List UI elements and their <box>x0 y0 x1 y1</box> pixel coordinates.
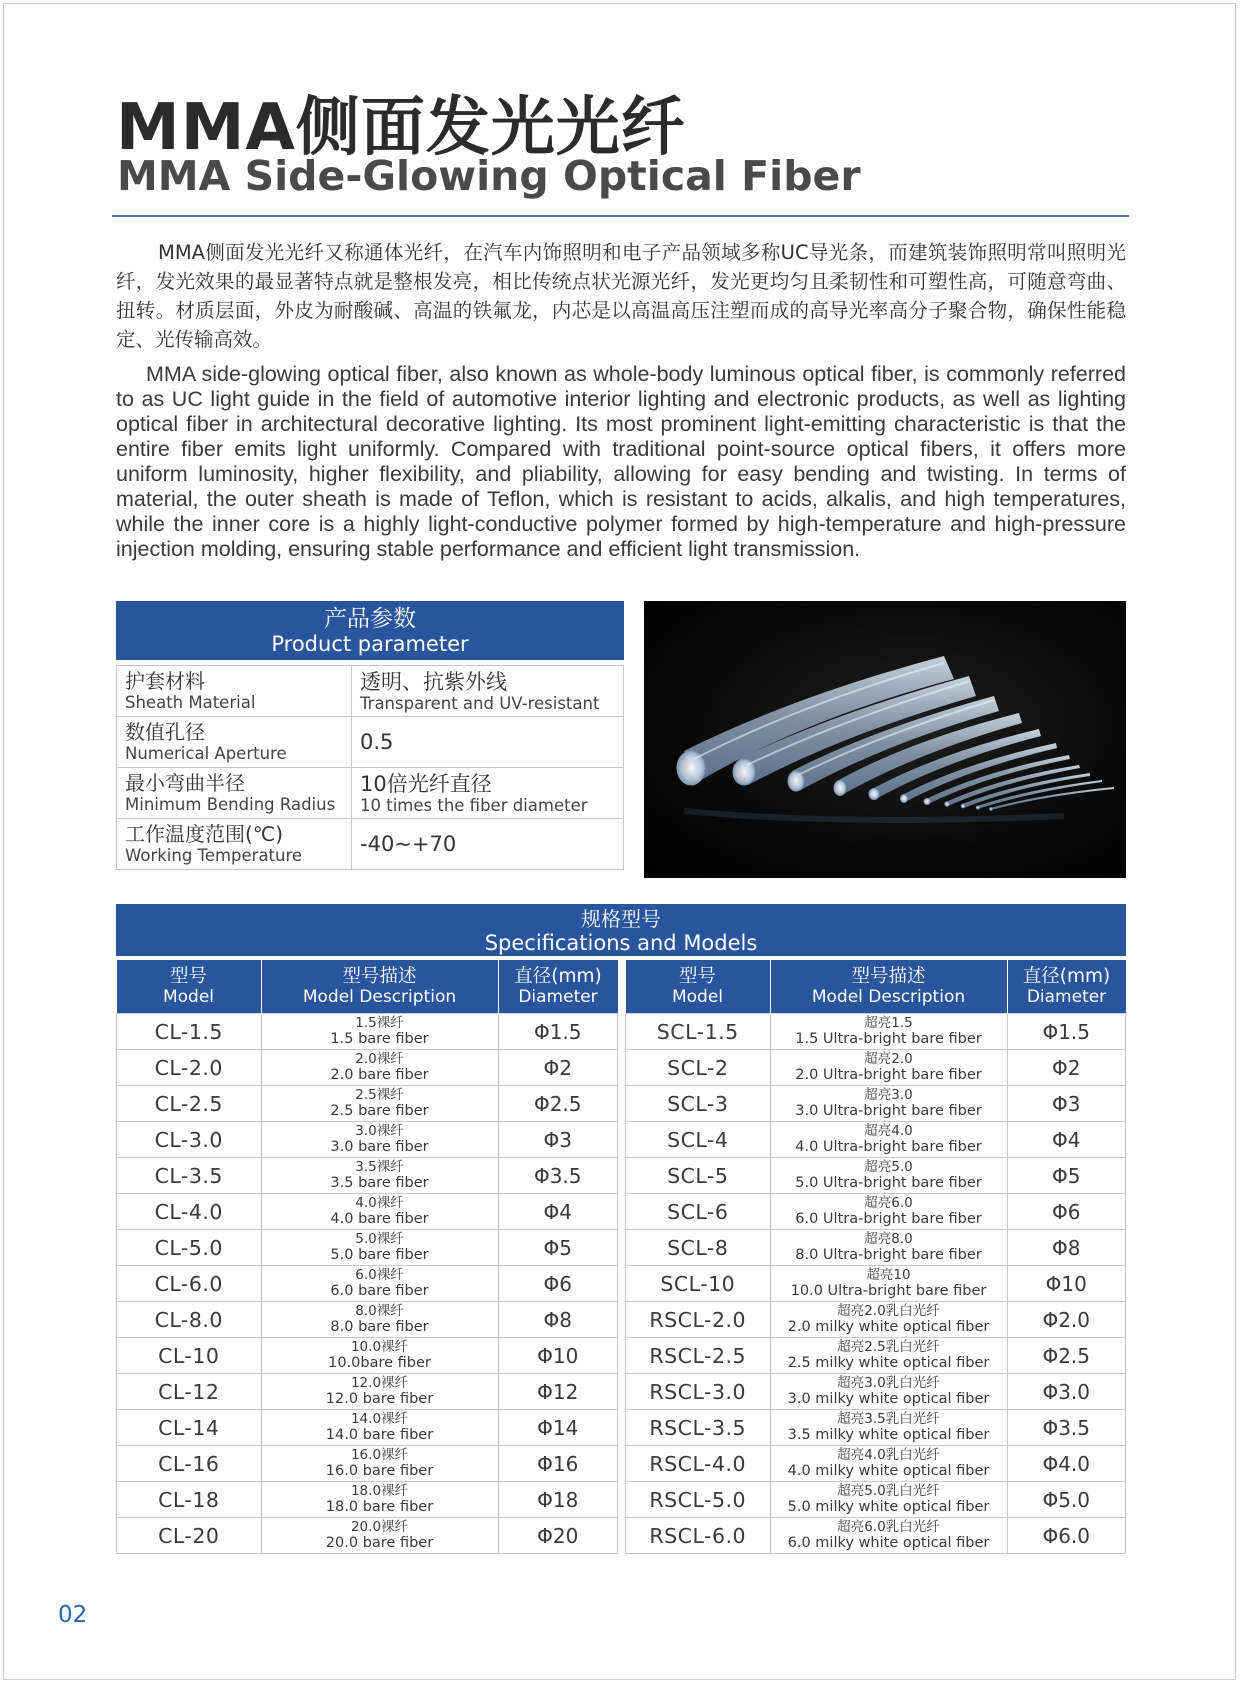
description-cell <box>770 1014 1007 1050</box>
param-key-en: Sheath Material <box>125 693 256 712</box>
table-row <box>117 1338 618 1374</box>
description-en: 10.0bare fiber <box>328 1355 431 1371</box>
spec-header-row <box>626 960 1126 1014</box>
model-cell: CL-12 <box>117 1374 262 1410</box>
description-en: 12.0 bare fiber <box>325 1391 434 1407</box>
description-en: 4.0 bare fiber <box>330 1211 429 1227</box>
model-cell: CL-8.0 <box>117 1302 262 1338</box>
description-en: 2.0 Ultra-bright bare fiber <box>795 1067 982 1083</box>
description-en: 8.0 Ultra-bright bare fiber <box>795 1247 982 1263</box>
description-cell <box>770 1230 1007 1266</box>
page-number: 02 <box>58 1602 88 1628</box>
model-cell: CL-10 <box>117 1338 262 1374</box>
description-cell <box>770 1338 1007 1374</box>
description-cn: 超亮8.0 <box>864 1231 913 1247</box>
description-en: 3.5 bare fiber <box>330 1175 429 1191</box>
param-value-en: Transparent and UV-resistant <box>360 693 600 713</box>
col-header-en: Model <box>671 987 724 1007</box>
title-divider <box>112 215 1129 217</box>
table-row <box>117 1266 618 1302</box>
param-key-cn: 最小弯曲半径 <box>125 771 245 795</box>
col-header-cn: 型号 <box>678 966 716 987</box>
description-cell <box>261 1050 498 1086</box>
description-en: 1.5 Ultra-bright bare fiber <box>795 1031 982 1047</box>
product-parameter-header <box>116 601 624 660</box>
description-en: 3.5 milky white optical fiber <box>787 1427 990 1443</box>
description-en: 5.0 bare fiber <box>330 1247 429 1263</box>
model-cell: CL-2.5 <box>117 1086 262 1122</box>
model-cell: SCL-5 <box>626 1158 771 1194</box>
table-row <box>626 1230 1126 1266</box>
diameter-cell: Φ10 <box>1007 1266 1126 1302</box>
diameter-cell: Φ3.5 <box>1007 1410 1126 1446</box>
description-cell <box>261 1194 498 1230</box>
table-row <box>626 1374 1126 1410</box>
description-cn: 1.5裸纤 <box>355 1015 404 1031</box>
description-cn: 超亮10 <box>866 1267 911 1283</box>
table-row <box>117 1014 618 1050</box>
diameter-cell: Φ5 <box>498 1230 618 1266</box>
description-cn: 超亮3.0乳白光纤 <box>837 1375 940 1391</box>
col-header-description <box>261 960 498 1014</box>
param-value <box>352 768 624 819</box>
model-cell: SCL-1.5 <box>626 1014 771 1050</box>
description-cell <box>770 1518 1007 1554</box>
col-header-cn: 型号描述 <box>851 966 926 987</box>
description-en: 2.5 milky white optical fiber <box>787 1355 990 1371</box>
col-header-cn: 型号 <box>169 966 207 987</box>
diameter-cell: Φ6 <box>498 1266 618 1302</box>
description-cell <box>261 1302 498 1338</box>
param-key <box>117 666 352 717</box>
model-cell: RSCL-3.0 <box>626 1374 771 1410</box>
description-cn: 超亮5.0乳白光纤 <box>837 1483 940 1499</box>
table-row <box>626 1410 1126 1446</box>
diameter-cell: Φ16 <box>498 1446 618 1482</box>
diameter-cell: Φ1.5 <box>1007 1014 1126 1050</box>
col-header-model <box>626 960 771 1014</box>
description-cn: 12.0裸纤 <box>350 1375 409 1391</box>
diameter-cell: Φ2 <box>1007 1050 1126 1086</box>
diameter-cell: Φ2.0 <box>1007 1302 1126 1338</box>
description-en: 6.0 bare fiber <box>330 1283 429 1299</box>
model-cell: CL-6.0 <box>117 1266 262 1302</box>
description-cn: 超亮6.0 <box>864 1195 913 1211</box>
diameter-cell: Φ20 <box>498 1518 618 1554</box>
param-value-en: 10 times the fiber diameter <box>360 795 588 815</box>
model-cell: SCL-4 <box>626 1122 771 1158</box>
model-cell: CL-3.5 <box>117 1158 262 1194</box>
param-key <box>117 768 352 819</box>
model-cell: CL-2.0 <box>117 1050 262 1086</box>
specifications-title-cn: 规格型号 <box>581 907 661 931</box>
description-en: 18.0 bare fiber <box>325 1499 434 1515</box>
table-row <box>117 1446 618 1482</box>
model-cell: RSCL-6.0 <box>626 1518 771 1554</box>
specifications-table-right <box>625 960 1126 1554</box>
intro-paragraph-en: MMA side-glowing optical fiber, also known as whole-body luminous optical fiber, is commonly referred to as UC light guide in the field of automotive interior lighting and electronic products, as well as lighting optical fiber in architectural decorative lighting. Its most prominent light-emitting characteristic is that the entire fiber emits light uniformly. Compared with traditional point-source optical fibers, it offers more uniform luminosity, higher flexibility, and pliability, allowing for easy bending and twisting. In terms of material, the outer sheath is made of Teflon, which is resistant to acids, alkalis, and high temperatures, while the inner core is a highly light-conductive polymer formed by high-temperature and high-pressure injection molding, ensuring stable performance and efficient light transmission. <box>116 362 1126 561</box>
param-row-aperture <box>117 717 624 768</box>
col-header-en: Model Description <box>302 987 457 1007</box>
description-cell <box>261 1086 498 1122</box>
diameter-cell: Φ1.5 <box>498 1014 618 1050</box>
description-en: 6.0 Ultra-bright bare fiber <box>795 1211 982 1227</box>
description-en: 6.0 milky white optical fiber <box>787 1535 990 1551</box>
table-row <box>626 1086 1126 1122</box>
model-cell: SCL-3 <box>626 1086 771 1122</box>
param-row-bending <box>117 768 624 819</box>
description-en: 3.0 milky white optical fiber <box>787 1391 990 1407</box>
model-cell: SCL-6 <box>626 1194 771 1230</box>
diameter-cell: Φ4.0 <box>1007 1446 1126 1482</box>
diameter-cell: Φ3.0 <box>1007 1374 1126 1410</box>
description-cell <box>770 1446 1007 1482</box>
description-cell <box>261 1482 498 1518</box>
description-cn: 2.0裸纤 <box>355 1051 404 1067</box>
description-cell <box>261 1158 498 1194</box>
diameter-cell: Φ8 <box>1007 1230 1126 1266</box>
description-cn: 超亮2.0乳白光纤 <box>837 1303 940 1319</box>
table-row <box>626 1338 1126 1374</box>
model-cell: RSCL-2.5 <box>626 1338 771 1374</box>
description-cn: 超亮3.0 <box>864 1087 913 1103</box>
optical-fiber-rods-image <box>644 601 1126 878</box>
table-row <box>117 1194 618 1230</box>
page-title-en: MMA Side-Glowing Optical Fiber <box>117 152 861 200</box>
diameter-cell: Φ4 <box>1007 1122 1126 1158</box>
description-en: 3.0 Ultra-bright bare fiber <box>795 1103 982 1119</box>
model-cell: CL-5.0 <box>117 1230 262 1266</box>
table-row <box>626 1158 1126 1194</box>
description-cn: 超亮6.0乳白光纤 <box>837 1519 940 1535</box>
description-en: 5.0 milky white optical fiber <box>787 1499 990 1515</box>
description-cn: 超亮1.5 <box>864 1015 913 1031</box>
table-row <box>117 1158 618 1194</box>
diameter-cell: Φ6.0 <box>1007 1518 1126 1554</box>
model-cell: CL-14 <box>117 1410 262 1446</box>
description-cell <box>770 1086 1007 1122</box>
description-en: 2.5 bare fiber <box>330 1103 429 1119</box>
diameter-cell: Φ5 <box>1007 1158 1126 1194</box>
description-cell <box>770 1194 1007 1230</box>
description-cell <box>770 1302 1007 1338</box>
model-cell: SCL-8 <box>626 1230 771 1266</box>
description-cell <box>770 1266 1007 1302</box>
specifications-title-en: Specifications and Models <box>484 931 758 955</box>
col-header-en: Diameter <box>1026 987 1107 1007</box>
param-key-en: Numerical Aperture <box>125 744 287 763</box>
model-cell: CL-1.5 <box>117 1014 262 1050</box>
param-key <box>117 717 352 768</box>
param-value <box>352 717 624 768</box>
table-row <box>117 1518 618 1554</box>
model-cell: CL-3.0 <box>117 1122 262 1158</box>
model-cell: CL-4.0 <box>117 1194 262 1230</box>
table-row <box>626 1014 1126 1050</box>
fiber-product-photo <box>644 601 1126 878</box>
param-key-cn: 护套材料 <box>125 669 205 693</box>
col-header-diameter <box>1007 960 1126 1014</box>
intro-paragraph-cn: MMA侧面发光光纤又称通体光纤，在汽车内饰照明和电子产品领域多称UC导光条，而建筑装饰照明常叫照明光纤，发光效果的最显著特点就是整根发亮，相比传统点状光源光纤，发光更均匀且柔韧性和可塑性高，可随意弯曲、扭转。材质层面，外皮为耐酸碱、高温的铁氟龙，内芯是以高温高压注塑而成的高导光率高分子聚合物，确保性能稳定、光传输高效。 <box>116 241 1126 351</box>
diameter-cell: Φ8 <box>498 1302 618 1338</box>
col-header-cn: 直径(mm) <box>514 966 602 987</box>
description-en: 4.0 milky white optical fiber <box>787 1463 990 1479</box>
description-cell <box>261 1266 498 1302</box>
description-cell <box>261 1014 498 1050</box>
model-cell: SCL-10 <box>626 1266 771 1302</box>
diameter-cell: Φ12 <box>498 1374 618 1410</box>
description-cn: 10.0裸纤 <box>350 1339 409 1355</box>
description-cell <box>770 1050 1007 1086</box>
table-row <box>626 1122 1126 1158</box>
param-key-cn: 数值孔径 <box>125 720 205 744</box>
param-key <box>117 819 352 870</box>
description-cell <box>261 1518 498 1554</box>
col-header-en: Model Description <box>811 987 966 1007</box>
description-cn: 3.5裸纤 <box>355 1159 404 1175</box>
diameter-cell: Φ5.0 <box>1007 1482 1126 1518</box>
diameter-cell: Φ3 <box>498 1122 618 1158</box>
description-en: 5.0 Ultra-bright bare fiber <box>795 1175 982 1191</box>
description-en: 2.0 milky white optical fiber <box>787 1319 990 1335</box>
description-cn: 超亮2.0 <box>864 1051 913 1067</box>
model-cell: RSCL-4.0 <box>626 1446 771 1482</box>
description-cn: 20.0裸纤 <box>350 1519 409 1535</box>
diameter-cell: Φ10 <box>498 1338 618 1374</box>
param-key-en: Working Temperature <box>125 846 303 865</box>
param-row-sheath <box>117 666 624 717</box>
description-cn: 超亮5.0 <box>864 1159 913 1175</box>
param-key-en: Minimum Bending Radius <box>125 795 336 814</box>
description-en: 16.0 bare fiber <box>325 1463 434 1479</box>
description-en: 3.0 bare fiber <box>330 1139 429 1155</box>
table-row <box>117 1230 618 1266</box>
description-en: 2.0 bare fiber <box>330 1067 429 1083</box>
table-row <box>626 1194 1126 1230</box>
description-cell <box>770 1158 1007 1194</box>
diameter-cell: Φ6 <box>1007 1194 1126 1230</box>
description-en: 14.0 bare fiber <box>325 1427 434 1443</box>
description-cell <box>770 1122 1007 1158</box>
model-cell: RSCL-5.0 <box>626 1482 771 1518</box>
diameter-cell: Φ2 <box>498 1050 618 1086</box>
table-row <box>117 1122 618 1158</box>
table-row <box>117 1410 618 1446</box>
description-en: 1.5 bare fiber <box>330 1031 429 1047</box>
col-header-description <box>770 960 1007 1014</box>
description-cell <box>770 1482 1007 1518</box>
col-header-model <box>117 960 262 1014</box>
table-row <box>626 1266 1126 1302</box>
description-cn: 超亮3.5乳白光纤 <box>837 1411 940 1427</box>
description-cn: 16.0裸纤 <box>350 1447 409 1463</box>
table-row <box>117 1482 618 1518</box>
description-cell <box>261 1122 498 1158</box>
table-row <box>117 1050 618 1086</box>
col-header-en: Diameter <box>518 987 598 1007</box>
description-cn: 2.5裸纤 <box>355 1087 404 1103</box>
page-title-cn: MMA侧面发光光纤 <box>116 91 686 165</box>
table-row <box>626 1446 1126 1482</box>
description-cn: 超亮2.5乳白光纤 <box>837 1339 940 1355</box>
description-en: 20.0 bare fiber <box>325 1535 434 1551</box>
param-value <box>352 666 624 717</box>
diameter-cell: Φ14 <box>498 1410 618 1446</box>
model-cell: RSCL-2.0 <box>626 1302 771 1338</box>
specifications-table-left <box>116 960 618 1554</box>
product-parameter-table <box>116 665 624 870</box>
diameter-cell: Φ2.5 <box>1007 1338 1126 1374</box>
description-cell <box>261 1374 498 1410</box>
param-key-cn: 工作温度范围(℃) <box>125 822 284 846</box>
description-cell <box>770 1410 1007 1446</box>
diameter-cell: Φ3 <box>1007 1086 1126 1122</box>
col-header-en: Model <box>162 987 215 1007</box>
description-cn: 4.0裸纤 <box>355 1195 404 1211</box>
description-en: 4.0 Ultra-bright bare fiber <box>795 1139 982 1155</box>
description-cell <box>261 1410 498 1446</box>
param-value-cn: 透明、抗紫外线 <box>360 669 507 694</box>
description-en: 10.0 Ultra-bright bare fiber <box>790 1283 987 1299</box>
table-row <box>117 1374 618 1410</box>
param-value-cn: 10倍光纤直径 <box>360 771 492 796</box>
param-value-cn: 0.5 <box>360 730 394 754</box>
description-cell <box>261 1446 498 1482</box>
col-header-cn: 型号描述 <box>342 966 417 987</box>
spec-header-row <box>117 960 618 1014</box>
param-value <box>352 819 624 870</box>
model-cell: CL-20 <box>117 1518 262 1554</box>
product-parameter-title-en: Product parameter <box>271 632 469 656</box>
col-header-cn: 直径(mm) <box>1022 966 1111 987</box>
description-en: 8.0 bare fiber <box>330 1319 429 1335</box>
model-cell: CL-16 <box>117 1446 262 1482</box>
description-cn: 14.0裸纤 <box>350 1411 409 1427</box>
table-row <box>626 1302 1126 1338</box>
diameter-cell: Φ3.5 <box>498 1158 618 1194</box>
col-header-diameter <box>498 960 618 1014</box>
model-cell: SCL-2 <box>626 1050 771 1086</box>
product-parameter-title-cn: 产品参数 <box>324 606 416 632</box>
model-cell: CL-18 <box>117 1482 262 1518</box>
description-cn: 5.0裸纤 <box>355 1231 404 1247</box>
diameter-cell: Φ2.5 <box>498 1086 618 1122</box>
table-row <box>117 1302 618 1338</box>
specifications-header <box>116 904 1126 956</box>
param-value-cn: -40~+70 <box>360 832 457 856</box>
description-cn: 18.0裸纤 <box>350 1483 409 1499</box>
table-row <box>117 1086 618 1122</box>
description-cell <box>261 1230 498 1266</box>
model-cell: RSCL-3.5 <box>626 1410 771 1446</box>
description-cn: 3.0裸纤 <box>355 1123 404 1139</box>
table-row <box>626 1518 1126 1554</box>
param-row-temperature <box>117 819 624 870</box>
diameter-cell: Φ18 <box>498 1482 618 1518</box>
description-cn: 超亮4.0 <box>864 1123 913 1139</box>
description-cell <box>770 1374 1007 1410</box>
table-row <box>626 1050 1126 1086</box>
description-cn: 8.0裸纤 <box>355 1303 404 1319</box>
diameter-cell: Φ4 <box>498 1194 618 1230</box>
description-cn: 超亮4.0乳白光纤 <box>837 1447 940 1463</box>
description-cn: 6.0裸纤 <box>355 1267 404 1283</box>
table-row <box>626 1482 1126 1518</box>
description-cell <box>261 1338 498 1374</box>
